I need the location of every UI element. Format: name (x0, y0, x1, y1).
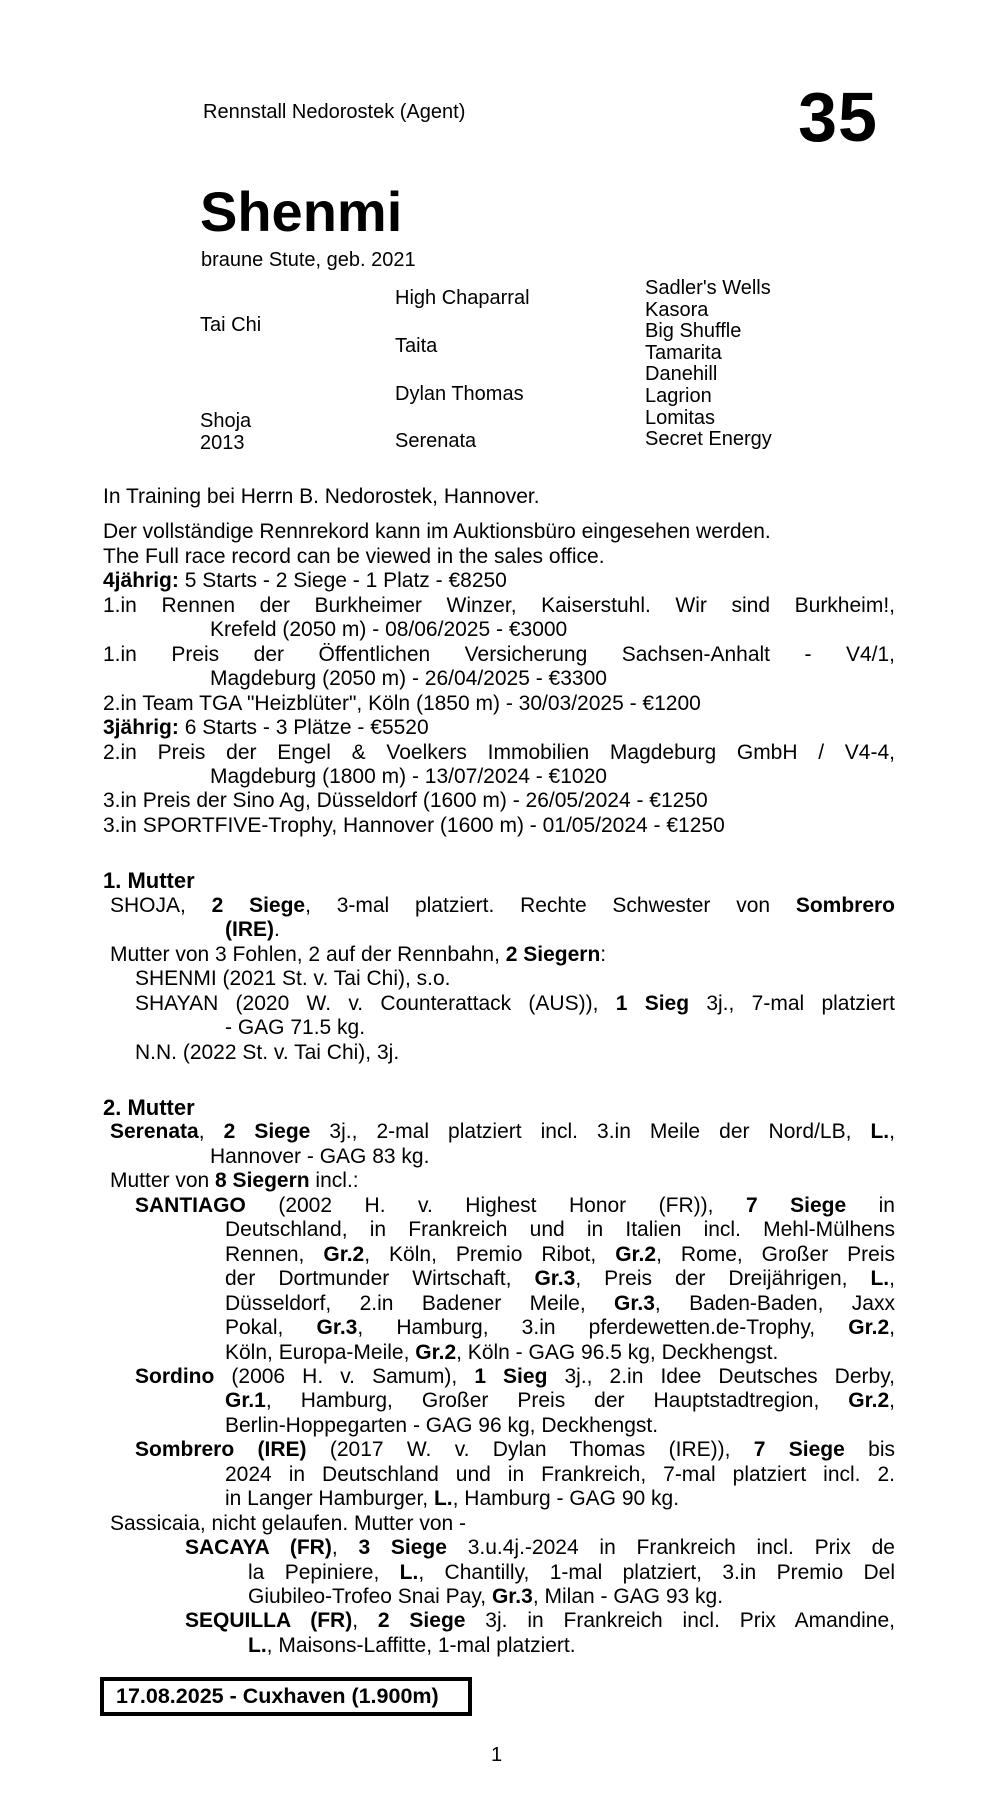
continuation-line: Berlin-Hoppegarten - GAG 96 kg, Deckhengst. (225, 1413, 659, 1437)
training-line: In Training bei Herrn B. Nedorostek, Hannover. (103, 485, 540, 508)
continuation-line: Krefeld (2050 m) - 08/06/2025 - €3000 (210, 618, 568, 642)
mare-line: Serenata, 2 Siege 3j., 2-mal platziert incl. 3.in Meile der Nord/LB, L., (110, 1120, 895, 1144)
page-number: 1 (490, 1744, 503, 1766)
pedigree-gen3-name: Lagrion (645, 384, 712, 407)
continuation-line: Deutschland, in Frankreich und in Italien incl. Mehl-Mülhens (225, 1218, 895, 1242)
horse-description: braune Stute, geb. 2021 (201, 249, 416, 271)
progeny-line: Sordino (2006 H. v. Samum), 1 Sieg 3j., 2.in Idee Deutsches Derby, (135, 1364, 895, 1388)
continuation-line: Hannover - GAG 83 kg. (210, 1144, 430, 1168)
pedigree-sire-sire: High Chaparral (395, 287, 530, 309)
paragraph-gap (103, 838, 895, 869)
section-heading: 1. Mutter (103, 868, 195, 894)
sale-date-text: 17.08.2025 - Cuxhaven (1.900m) (116, 1684, 439, 1708)
pedigree-gen3-name: Danehill (645, 363, 718, 386)
continuation-line: der Dortmunder Wirtschaft, Gr.3, Preis der Dreijährigen, L., (225, 1267, 895, 1291)
race-result-line: 3.in Preis der Sino Ag, Düsseldorf (1600 m) - 26/05/2024 - €1250 (103, 789, 708, 813)
sale-date-box (100, 1677, 472, 1716)
continuation-line: Magdeburg (1800 m) - 13/07/2024 - €1020 (210, 764, 607, 788)
progeny-line: SANTIAGO (2002 H. v. Highest Honor (FR)), 7 Siege in (135, 1193, 895, 1217)
race-result-line: 2.in Team TGA "Heizblüter", Köln (1850 m) - 30/03/2025 - €1200 (103, 691, 701, 715)
lot-number: 35 (798, 78, 878, 156)
progeny-line: SHAYAN (2020 W. v. Counterattack (AUS)), 1 Sieg 3j., 7-mal platziert (135, 991, 895, 1015)
mare-line: Mutter von 8 Siegern incl.: (110, 1169, 359, 1193)
note-line-de: Der vollständige Rennrekord kann im Auktionsbüro eingesehen werden. (103, 520, 771, 544)
pedigree-dam-dam: Serenata (395, 430, 477, 452)
pedigree-dam-year: 2013 (200, 431, 245, 454)
progeny-line: SHENMI (2021 St. v. Tai Chi), s.o. (135, 967, 451, 991)
sub-progeny-line: SACAYA (FR), 3 Siege 3.u.4j.-2024 in Frankreich incl. Prix de (185, 1536, 895, 1560)
continuation-line: - GAG 71.5 kg. (225, 1016, 366, 1040)
pedigree-gen3-name: Kasora (645, 298, 709, 321)
pedigree-sire: Tai Chi (200, 314, 262, 336)
race-record-and-family (103, 485, 895, 1658)
progeny-line: N.N. (2022 St. v. Tai Chi), 3j. (135, 1040, 400, 1064)
consignor-name: Rennstall Nedorostek (Agent) (203, 101, 466, 123)
pedigree-gen3-name: Tamarita (645, 341, 722, 364)
pedigree-gen3-name: Sadler's Wells (645, 277, 771, 299)
pedigree-gen3 (645, 278, 772, 451)
race-result-line: 2.in Preis der Engel & Voelkers Immobilien Magdeburg GmbH / V4-4, (103, 740, 895, 764)
note-line-en: The Full race record can be viewed in the sales office. (103, 544, 605, 568)
continuation-line: Köln, Europa-Meile, Gr.2, Köln - GAG 96.5 kg, Deckhengst. (225, 1340, 779, 1364)
season-summary-line: 4jährig: 5 Starts - 2 Siege - 1 Platz - €8250 (103, 569, 507, 593)
mare-line: SHOJA, 2 Siege, 3-mal platziert. Rechte Schwester von Sombrero (110, 893, 895, 917)
pedigree-dam-name: Shoja (200, 410, 252, 432)
race-result-line: 1.in Rennen der Burkheimer Winzer, Kaiserstuhl. Wir sind Burkheim!, (103, 593, 895, 617)
continuation-line: Rennen, Gr.2, Köln, Premio Ribot, Gr.2, Rome, Großer Preis (225, 1242, 895, 1266)
pedigree-gen3-name: Lomitas (645, 406, 716, 429)
continuation-line: Magdeburg (2050 m) - 26/04/2025 - €3300 (210, 667, 607, 691)
sub-progeny-line: SEQUILLA (FR), 2 Siege 3j. in Frankreich incl. Prix Amandine, (185, 1609, 895, 1633)
continuation-line: Giubileo-Trofeo Snai Pay, Gr.3, Milan - GAG 93 kg. (248, 1585, 724, 1609)
paragraph-gap (103, 1065, 895, 1096)
pedigree-dam (200, 411, 251, 454)
continuation-line: L., Maisons-Laffitte, 1-mal platziert. (248, 1633, 576, 1657)
pedigree-dam-sire: Dylan Thomas (395, 383, 524, 405)
continuation-line: la Pepiniere, L., Chantilly, 1-mal platziert, 3.in Premio Del (248, 1560, 896, 1584)
progeny-line: Sombrero (IRE) (2017 W. v. Dylan Thomas (IRE)), 7 Siege bis (135, 1438, 895, 1462)
race-result-line: 1.in Preis der Öffentlichen Versicherung Sachsen-Anhalt - V4/1, (103, 642, 895, 666)
continuation-line: in Langer Hamburger, L., Hamburg - GAG 90 kg. (225, 1487, 680, 1511)
continuation-line: Gr.1, Hamburg, Großer Preis der Hauptstadtregion, Gr.2, (225, 1389, 895, 1413)
continuation-line: (IRE). (225, 918, 280, 942)
pedigree-sire-dam: Taita (395, 335, 438, 357)
mare-line: Sassicaia, nicht gelaufen. Mutter von - (110, 1511, 467, 1535)
continuation-line: 2024 in Deutschland und in Frankreich, 7-mal platziert incl. 2. (225, 1462, 895, 1486)
paragraph-gap (103, 509, 895, 520)
horse-name-title: Shenmi (200, 180, 403, 243)
race-result-line: 3.in SPORTFIVE-Trophy, Hannover (1600 m) - 01/05/2024 - €1250 (103, 813, 725, 837)
mare-line: Mutter von 3 Fohlen, 2 auf der Rennbahn, 2 Siegern: (110, 942, 607, 966)
season-summary-line: 3jährig: 6 Starts - 3 Plätze - €5520 (103, 716, 429, 740)
pedigree-gen3-name: Big Shuffle (645, 320, 742, 343)
pedigree-gen3-name: Secret Energy (645, 428, 772, 451)
continuation-line: Düsseldorf, 2.in Badener Meile, Gr.3, Baden-Baden, Jaxx (225, 1291, 895, 1315)
continuation-line: Pokal, Gr.3, Hamburg, 3.in pferdewetten.de-Trophy, Gr.2, (225, 1316, 895, 1340)
section-heading: 2. Mutter (103, 1094, 195, 1120)
